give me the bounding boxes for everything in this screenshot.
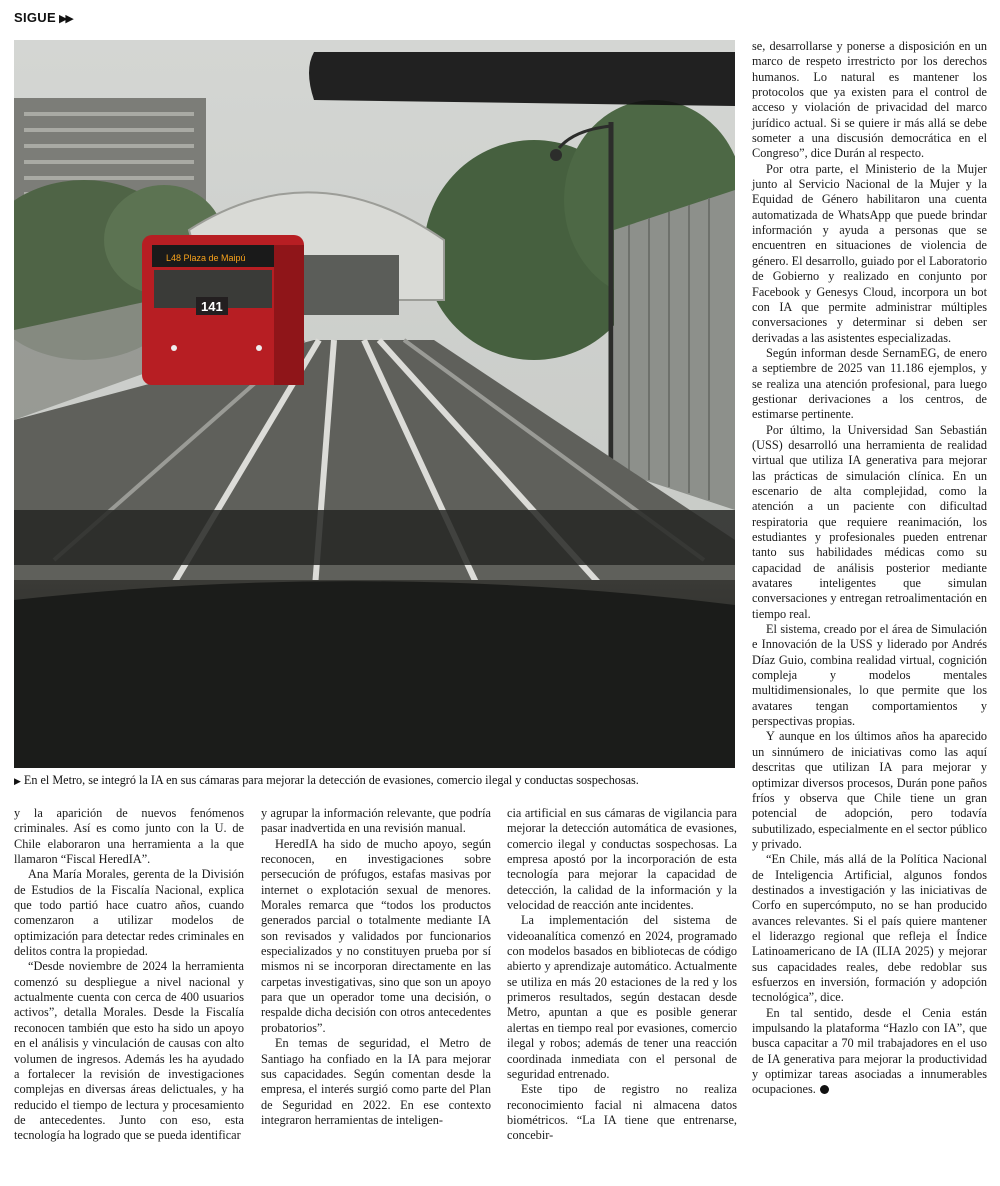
caption-triangle-icon: ▶ (14, 776, 21, 786)
paragraph: Este tipo de registro no realiza reconocimiento facial ni almacena datos biométricos. “La IA tiene que entrenarse, concebir- (507, 1082, 737, 1143)
paragraph: Según informan desde SernamEG, de enero a septiembre de 2025 van 11.186 ejemplos, y se realiza una atención profesional, para luego gestionar derivaciones a los centros, de estimarse pertinente. (752, 345, 987, 422)
paragraph: Y aunque en los últimos años ha aparecido un sinnúmero de iniciativas como las aquí descritas que utilizan IA para mejorar y optimizar diversos procesos, Durán pone paños fríos y observa que Chile tiene un gran potencial de adopción, pero todavía subutilizado, especialmente en el sector público y privado. (752, 729, 987, 851)
paragraph: Por último, la Universidad San Sebastián (USS) desarrolló una herramienta de realidad virtual que utiliza IA generativa para mejorar las prácticas de simulación clínica. En un escenario de alta complejidad, como la atención a un paciente con dificultad respiratoria que requiere reanimación, los estudiantes y profesionales pueden entrenar tanto sus habilidades médicas como su capacidad de análisis posterior mediante avatares inteligentes que simulan conversaciones y entregan retroalimentación en tiempo real. (752, 422, 987, 621)
paragraph: “Desde noviembre de 2024 la herramienta comenzó su despliegue a nivel nacional y actualmente cuenta con cerca de 400 usuarios activos”, detalla Morales. Desde la Fiscalía reconocen también que esto ha sido un apoyo en el análisis y vinculación de causas con alto volumen de ingresos. Además les ha ayudado a fortalecer la revisión de investigaciones complejas en diversas áreas delictuales, y ha reducido el tiempo de lectura y procesamiento de antecedentes. Junto con eso, esta tecnología ha logrado que se pueda identificar (14, 959, 244, 1143)
continues-text: SIGUE (14, 10, 56, 25)
paragraph: se, desarrollarse y ponerse a disposición en un marco de respeto irrestricto por los derechos humanos. Lo natural es mantener los protocolos que ya existen para el control de acceso y violación de privacidad del marco jurídico actual. Si se quiere ir más allá se debe someter a una discusión democrática en el Congreso”, dice Durán al respecto. (752, 39, 987, 161)
metro-train-illustration (14, 40, 735, 768)
paragraph: HeredIA ha sido de mucho apoyo, según reconocen, en investigaciones sobre persecución de prófugos, estafas masivas por internet o explotación sexual de menores. Morales remarca que “todos los productos generados parcial o totalmente mediante IA son revisados y validados por funcionarios especializados y no constituyen prueba por sí mismos ni se incorporan directamente en las carpetas investigativas, sino que son un apoyo para que un operador tome una decisión, o respalde dicha decisión con otros antecedentes probatorios”. (261, 836, 491, 1035)
paragraph: “En Chile, más allá de la Política Nacional de Inteligencia Artificial, algunos fondos destinados a investigación y las iniciativas de Corfo en supercómputo, no se han producido avances relevantes. Si el país quiere mantener el liderazgo regional que refleja el Índice Latinoamericano de IA (ILIA 2025) y mejorar sus capacidades reales, debe redoblar sus esfuerzos en inversión, formación y adopción tecnológica”, dice. (752, 852, 987, 1005)
paragraph: En temas de seguridad, el Metro de Santiago ha confiado en la IA para mejorar sus capacidades. Según comentan desde la empresa, el interés surgió como parte del Plan de Seguridad en 2022. En ese contexto integraron herramientas de inteligen- (261, 1036, 491, 1127)
train-destination-sign: L48 Plaza de Maipú (166, 253, 246, 263)
metro-photo (14, 40, 735, 768)
paragraph: Ana María Morales, gerenta de la División de Estudios de la Fiscalía Nacional, explica que todo partió hace cuatro años, cuando comenzaron a utilizar modelos de optimización para detectar redes criminales en delitos contra la propiedad. (14, 867, 244, 959)
last-paragraph (752, 1006, 987, 1098)
paragraph: y agrupar la información relevante, que podría pasar inadvertida en una revisión manual. (261, 806, 491, 836)
article-column-2 (261, 806, 491, 1128)
article-column-1 (14, 806, 244, 1144)
paragraph: Por otra parte, el Ministerio de la Mujer junto al Servicio Nacional de la Mujer y la Equidad de Género habilitaron una cuenta automatizada de WhatsApp que puede brindar información y ayuda a personas que se encuentren en situaciones de violencia de género. El desarrollo, guiado por el Laboratorio de Gobierno y realizado en conjunto por Facebook y Genesys Cloud, incorpora un bot con IA que permite administrar múltiples conversaciones y determinar si deben ser derivadas a las asistentes especializadas. (752, 161, 987, 345)
double-arrow-icon: ▶▶ (58, 13, 72, 25)
photo-caption (14, 773, 739, 789)
caption-text: En el Metro, se integró la IA en sus cámaras para mejorar la detección de evasiones, comercio ilegal y conductas sospechosas. (23, 773, 639, 787)
paragraph: La implementación del sistema de videoanalítica comenzó en 2024, programado con modelos basados en bibliotecas de código abierto y aprendizaje automático. Actualmente se utiliza en más 20 estaciones de la red y los primeros resultados, según destacan desde Metro, apuntan a que es posible generar alertas en tiempo real por evasiones, comercio ilegal y robos; además de tener una reacción coordinada inmediata con el personal de seguridad entrenado. (507, 913, 737, 1081)
end-of-article-icon (820, 1085, 829, 1094)
paragraph: El sistema, creado por el área de Simulación e Innovación de la USS y liderado por Andrés Díaz Guio, combina realidad virtual, cognición compleja y modelos mentales multidimensionales, lo que permite que los avatares tengan comportamientos y perspectivas propias. (752, 622, 987, 729)
paragraph: y la aparición de nuevos fenómenos criminales. Así es como junto con la U. de Chile elaboraron una herramienta a la que llamaron “Fiscal HeredIA”. (14, 806, 244, 867)
continues-label (14, 10, 72, 25)
paragraph-text: En tal sentido, desde el Cenia están impulsando la plataforma “Hazlo con IA”, que busca capacitar a 70 mil trabajadores en el uso de IA generativa para mejorar la productividad y optimizar tareas asociadas a innumerables ocupaciones. (752, 1005, 987, 1097)
train-number: 141 (201, 299, 223, 314)
paragraph: cia artificial en sus cámaras de vigilancia para mejorar la detección automática de evasiones, comercio ilegal y conductas sospechosas. La empresa apostó por la incorporación de esta tecnología para mejorar la capacidad de detección, la calidad de la información y la velocidad de reacción ante incidentes. (507, 806, 737, 913)
article-column-3 (507, 806, 737, 1144)
article-column-right (752, 39, 987, 1098)
